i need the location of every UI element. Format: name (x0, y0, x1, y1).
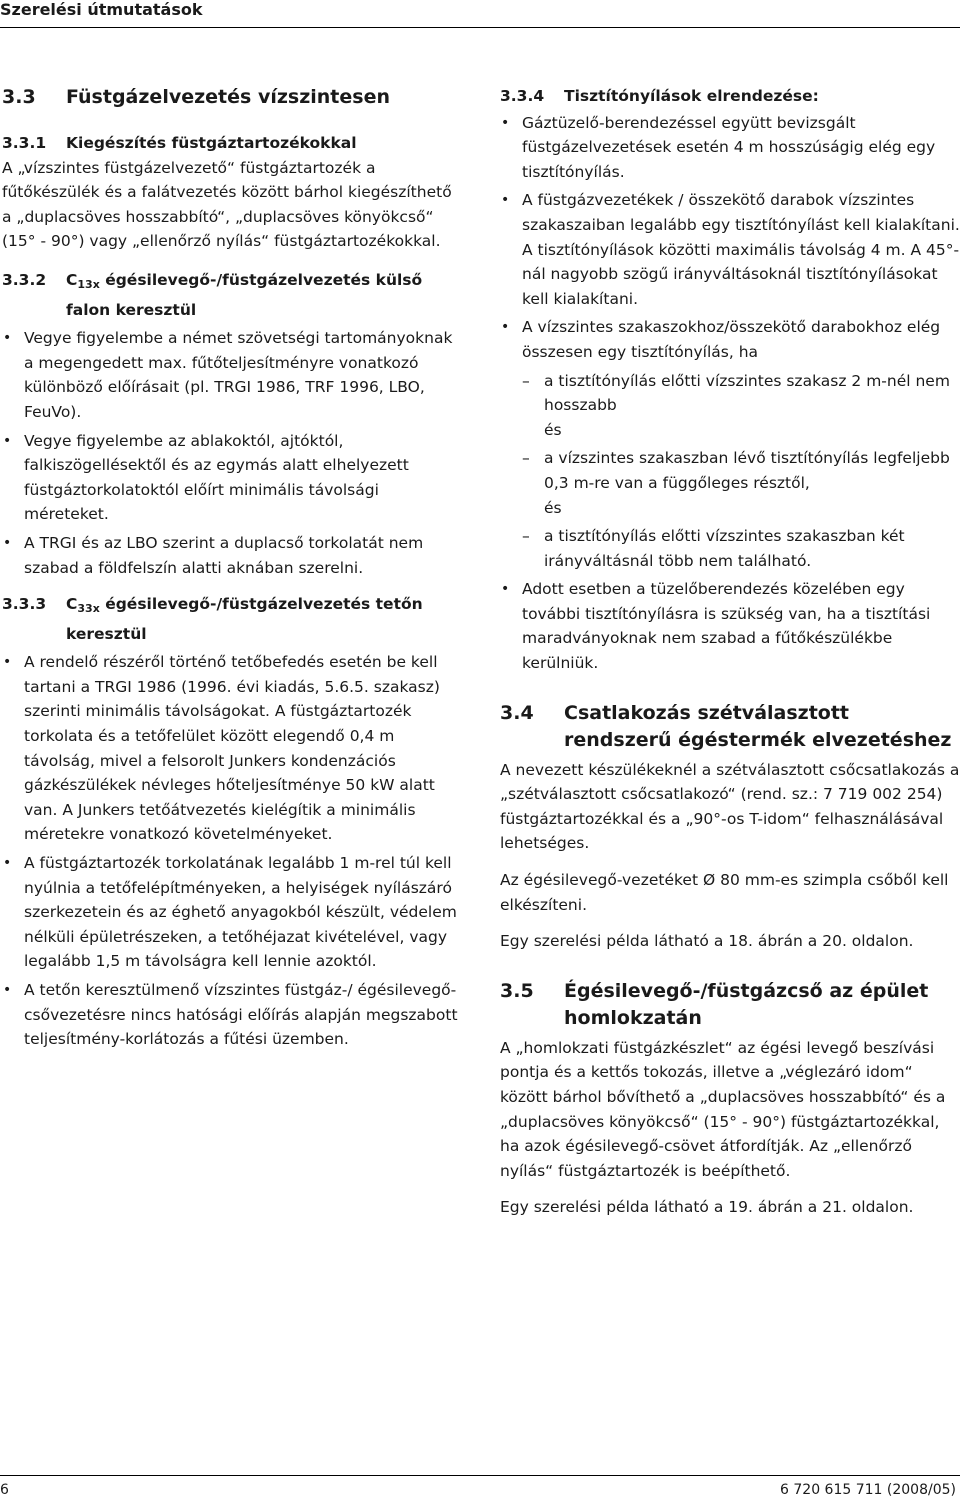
section-3-3-2-heading (2, 268, 464, 322)
section-3-5-para-2: Egy szerelési példa látható a 19. ábrán a 21. oldalon. (500, 1198, 914, 1217)
list-item-text: A vízszintes szakaszokhoz/összekötő darabokhoz elég összesen egy tisztítónyílás, ha (522, 318, 941, 361)
list-item: • Vegye figyelembe az ablakoktól, ajtóktól, falkiszögellésektől és az egymás alatt elhelyezett füstgáztorkolatoktól előírt minimális távolsági méreteket. (2, 429, 464, 527)
section-title: Füstgázelvezetés vízszintesen (66, 86, 390, 108)
list-item: • A rendelő részéről történő tetőbefedés esetén be kell tartani a TRGI 1986 (1996. évi kiadás, 5.6.5. szakasz) szerinti minimális távolságokat. A füstgáztartozék torkolata és a tetőfelület között elegendő 0,4 m távolság, mivel a felsorolt Junkers kondenzációs gázkészülékek névleges hőteljesítménye 50 kW alatt van. A Junkers tetőátvezetés kielégítik a minimális méretekre vonatkozó követelményeket. (2, 650, 464, 847)
document-code: 6 720 615 711 (2008/05) (780, 1482, 956, 1498)
section-number: 3.3 (2, 86, 36, 108)
dash-list (522, 369, 960, 574)
section-number: 3.4 (500, 701, 534, 724)
section-title: Csatlakozás szétválasztott rendszerű égéstermék elvezetéshez (564, 701, 952, 751)
section-3-3-1-heading (2, 131, 464, 156)
section-3-4-heading (500, 700, 960, 754)
list-item (500, 315, 960, 573)
section-3-3-3-list (2, 650, 464, 1052)
header-rule (0, 27, 960, 28)
section-3-3-4-heading (500, 84, 960, 109)
section-title: $C_{33x}$ égésilevegő-/füstgázelvezetés tetőn keresztül (66, 595, 423, 643)
dash-item: – a vízszintes szakaszban lévő tisztítónyílás legfeljebb 0,3 m-re van a függőleges résztől, és (522, 446, 960, 520)
list-item: • A füstgáztartozék torkolatának legalább 1 m-rel túl kell nyúlnia a tetőfelépítményeken, a helyiségek nyílászáró szerkezetein és az éghető anyagokból készült, védelem nélküli épületrészeken, a tetőhéjazat kivételével, vagy legalább 1,5 m távolságra kell lennie azoktól. (2, 851, 464, 974)
left-column (2, 84, 464, 1052)
running-header: Szerelési útmutatások (0, 0, 203, 19)
list-item: • A tetőn keresztülmenő vízszintes füstgáz-/ égésilevegő-csővezetésre nincs hatósági előírás alapján megszabott teljesítmény-korlátozás a fűtési üzemben. (2, 978, 464, 1052)
section-title: Kiegészítés füstgáztartozékokkal (66, 134, 357, 152)
section-title: Tisztítónyílások elrendezése: (564, 87, 819, 105)
section-3-3-2-list (2, 326, 464, 580)
section-3-3-heading (2, 84, 464, 111)
right-column (500, 84, 960, 1220)
section-number: 3.3.1 (2, 134, 47, 152)
conjunction: és (544, 498, 562, 517)
section-number: 3.3.4 (500, 87, 545, 105)
section-3-5-para-1: A „homlokzati füstgázkészlet“ az égési levegő beszívási pontja és a kettős tokozás, illetve a „véglezáró idom“ között bárhol bővíthető a „duplacsöves hosszabbító“ és a „duplacsöves könyökcső“ (15° - 90°) füstgáztartozékkal, ha azok égésilevegő-csövet átfordítják. Az „ellenőrző nyílás“ füstgáztartozék is beépíthető. (500, 1038, 946, 1180)
conjunction: és (544, 420, 562, 439)
section-3-3-4-list (500, 111, 960, 676)
section-number: 3.3.3 (2, 595, 47, 614)
page-number: 6 (0, 1482, 9, 1498)
list-item: • Vegye figyelembe a német szövetségi tartományoknak a megengedett max. fűtőteljesítményre vonatkozó különböző előírásait (pl. TRGI 1986, TRF 1996, LBO, FeuVo). (2, 326, 464, 424)
list-item: • Gáztüzelő-berendezéssel együtt bevizsgált füstgázelvezetések esetén 4 m hosszúságig elég egy tisztítónyílás. (500, 111, 960, 185)
section-3-3-3-heading (2, 592, 464, 646)
section-number: 3.5 (500, 979, 534, 1002)
footer-rule (0, 1475, 960, 1476)
list-item: • A TRGI és az LBO szerint a duplacső torkolatát nem szabad a földfelszín alatti aknában szerelni. (2, 531, 464, 580)
section-3-5-heading (500, 978, 960, 1032)
dash-item: – a tisztítónyílás előtti vízszintes szakasz 2 m-nél nem hosszabb és (522, 369, 960, 443)
list-item: • A füstgázvezetékek / összekötő darabok vízszintes szakaszaiban legalább egy tisztítónyílást kell kialakítani. A tisztítónyílások közötti maximális távolság 4 m. A 45°-nál nagyobb szögű irányváltásoknál tisztítónyílásokat kell kialakítani. (500, 188, 960, 311)
section-number: 3.3.2 (2, 270, 47, 289)
section-3-4-para-1: A nevezett készülékeknél a szétválasztott csőcsatlakozás a „szétválasztott csőcsatlakozó“ (rend. sz.: 7 719 002 254) füstgáztartozékkal és a „90°-os T-idom“ felhasználásával lehetséges. (500, 760, 960, 853)
section-3-3-1-body: A „vízszintes füstgázelvezető“ füstgáztartozék a fűtőkészülék és a falátvezetés között bárhol kiegészíthető a „duplacsöves hosszabbító“, „duplacsöves könyökcső“ (15° - 90°) vagy „ellenőrző nyílás“ füstgáztartozékokkal. (2, 158, 452, 251)
section-title: Égésilevegő-/füstgázcső az épület homlokzatán (564, 979, 929, 1029)
dash-item: – a tisztítónyílás előtti vízszintes szakaszban két irányváltásnál több nem található. (522, 524, 960, 573)
section-3-4-para-2: Az égésilevegő-vezetéket Ø 80 mm-es szimpla csőből kell elkészíteni. (500, 871, 949, 914)
list-item: • Adott esetben a tüzelőberendezés közelében egy további tisztítónyílásra is szükség van, ha a tisztítási maradványoknak nem szabad a fűtőkészülékbe kerülniük. (500, 577, 960, 675)
section-3-4-para-3: Egy szerelési példa látható a 18. ábrán a 20. oldalon. (500, 932, 914, 951)
section-title: $C_{13x}$ égésilevegő-/füstgázelvezetés külső falon keresztül (66, 270, 423, 319)
